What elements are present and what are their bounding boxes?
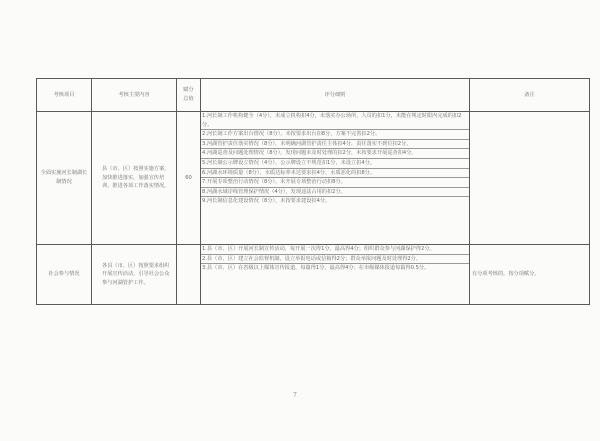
rule-line: 7.开展专项整治行动情况（8分），未开展专项整治行动扣8分。 (201, 178, 469, 188)
row-project: 全面实施河长制湖长制情况 (37, 112, 92, 245)
page-number: 7 (293, 392, 297, 399)
row-content: 各县（市、区）按照要求组织开展宣传活动，引导社会公众参与河湖管护工作。 (92, 245, 177, 305)
rule-line: 6.河湖水环境质量（8分），水质达标率未达要求扣4分，水质恶化的扣8分。 (201, 169, 469, 179)
row-note: 有分项考核的，按分项赋分。 (470, 245, 590, 305)
rule-line: 3.河湖管护责任落实情况（8分），未明确河湖管护责任主体扣4分，责任落实不到位扣2分。 (201, 140, 469, 150)
row-project: 社会参与情况 (37, 245, 92, 305)
header-rules: 评分细则 (201, 79, 470, 112)
header-content: 考核主要内容 (92, 79, 177, 112)
rule-line: 3.县（市、区）在省级以上媒体宣传报道，每篇得1分，最高得4分；在市级媒体报道每篇得0.5分。 (202, 265, 430, 272)
table-header-row (37, 79, 590, 112)
rule-line: 9.河长制信息化建设情况（8分），未按要求建设扣4分。 (202, 198, 331, 205)
table-row (37, 245, 590, 305)
rule-line: 1.河长制工作机构健全（4分），未成立机构扣4分，未落实办公场所、人员的扣1分，未能在规定时限内完成的扣2分。 (201, 112, 469, 130)
rule-line: 1.县（市、区）开展河长制宣传活动，每开展一次得1分，最高得4分；组织群众参与河湖保护得2分。 (201, 245, 469, 255)
header-score-line2: 总值 (183, 96, 194, 102)
header-note: 备注 (470, 79, 590, 112)
rule-line: 5.河长制公示牌设立情况（4分），公示牌设立不规范扣1分，未设立扣4分。 (201, 159, 469, 169)
rule-line: 8.河湖水域岸线管理保护情况（4分），发现违法占用的扣2分。 (201, 188, 469, 198)
row-score (177, 245, 201, 305)
row-note (470, 112, 590, 245)
row-score: 60 (177, 112, 201, 245)
rule-line: 2.河长制工作方案出台情况（8分），未按要求出台扣8分，方案不完善扣2分。 (201, 130, 469, 140)
header-project: 考核项目 (37, 79, 92, 112)
header-score (177, 79, 201, 112)
row-rules (201, 112, 470, 245)
header-score-line1: 赋分 (183, 87, 194, 93)
assessment-table (36, 78, 590, 305)
row-content: 县（市、区）按照实施方案，加快推进落实，加强宣传培训，推进各项工作落实情况。 (92, 112, 177, 245)
row-rules (201, 245, 470, 305)
rule-line: 2.县（市、区）建立社会监督机制，设立举报电话或信箱得2分；群众举报问题及时处理得2分。 (201, 255, 469, 265)
table-row (37, 112, 590, 245)
rule-line: 4.河湖巡查及问题处理情况（8分），发现问题未及时处理的扣2分，未按要求开展巡查扣4分。 (201, 149, 469, 159)
